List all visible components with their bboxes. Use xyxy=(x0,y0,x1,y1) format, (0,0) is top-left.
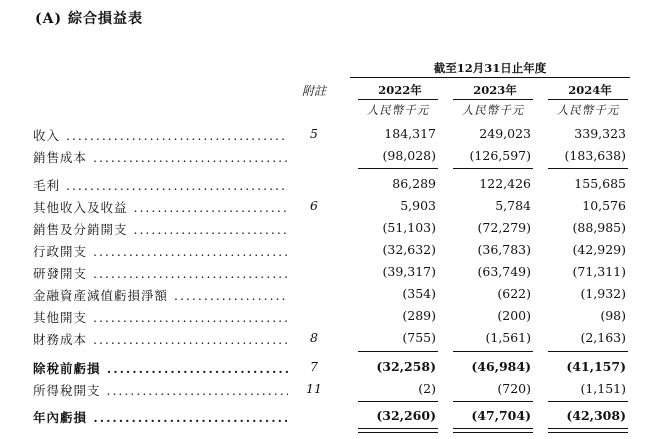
row-note: 8 xyxy=(310,330,318,345)
year-underline xyxy=(358,99,438,100)
value-2022: (32,260) xyxy=(376,408,436,423)
value-2022: (755) xyxy=(402,330,436,345)
unit-label: 人民幣千元 xyxy=(461,103,525,117)
row-label: 除稅前虧損 ..... xyxy=(33,359,288,377)
value-2022: (32,632) xyxy=(382,242,436,257)
value-2024: 10,576 xyxy=(582,198,626,213)
value-2024: (183,638) xyxy=(564,148,626,163)
subtotal-line xyxy=(358,168,438,169)
subtotal-line xyxy=(548,401,628,402)
row-label: 收入 ..... xyxy=(33,126,288,144)
total-double-line xyxy=(358,428,438,433)
table-row xyxy=(0,174,659,194)
value-2023: (126,597) xyxy=(469,148,531,163)
year-underline xyxy=(548,99,628,100)
row-note: 6 xyxy=(310,198,318,213)
value-2023: (72,279) xyxy=(477,220,531,235)
value-2022: (354) xyxy=(402,286,436,301)
table-row xyxy=(0,196,659,216)
value-2022: 86,289 xyxy=(392,176,436,191)
value-2022: 184,317 xyxy=(384,126,436,141)
table-row xyxy=(0,379,659,399)
year-header-2024: 2024年 xyxy=(568,83,612,97)
table-row xyxy=(0,406,659,426)
value-2023: (622) xyxy=(497,286,531,301)
subtotal-line xyxy=(548,168,628,169)
row-label: 行政開支 ..... xyxy=(33,242,288,260)
value-2024: 155,685 xyxy=(574,176,626,191)
subtotal-line xyxy=(453,401,533,402)
value-2024: (1,932) xyxy=(580,286,626,301)
row-label: 銷售及分銷開支 ..... xyxy=(33,220,288,238)
period-underline xyxy=(350,77,630,78)
year-underline xyxy=(453,99,533,100)
row-label: 財務成本 ..... xyxy=(33,330,288,348)
row-note: 7 xyxy=(310,359,318,374)
value-2022: (98,028) xyxy=(382,148,436,163)
unit-label: 人民幣千元 xyxy=(556,103,620,117)
value-2024: (71,311) xyxy=(572,264,626,279)
subtotal-line xyxy=(453,351,533,352)
table-row xyxy=(0,306,659,326)
value-2023: 122,426 xyxy=(479,176,531,191)
note-column-header: 附註 xyxy=(301,84,326,98)
period-header: 截至12月31日止年度 xyxy=(433,61,547,75)
row-note: 11 xyxy=(306,381,322,396)
row-label: 毛利 ..... xyxy=(33,176,288,194)
value-2023: (200) xyxy=(497,308,531,323)
row-label: 所得稅開支 ..... xyxy=(33,381,288,399)
value-2023: 5,784 xyxy=(495,198,531,213)
table-row xyxy=(0,124,659,144)
value-2024: (42,929) xyxy=(572,242,626,257)
table-row xyxy=(0,262,659,282)
value-2023: (36,783) xyxy=(477,242,531,257)
table-row xyxy=(0,284,659,304)
statement-title: (A) 綜合損益表 xyxy=(35,11,143,27)
value-2024: (42,308) xyxy=(566,408,626,423)
value-2022: (289) xyxy=(402,308,436,323)
value-2024: (41,157) xyxy=(566,359,626,374)
row-label: 其他收入及收益 ..... xyxy=(33,198,288,216)
value-2024: 339,323 xyxy=(574,126,626,141)
value-2023: (1,561) xyxy=(485,330,531,345)
row-label: 銷售成本 ..... xyxy=(33,148,288,166)
value-2022: (51,103) xyxy=(382,220,436,235)
table-row xyxy=(0,328,659,348)
value-2023: (720) xyxy=(497,381,531,396)
year-header-2023: 2023年 xyxy=(473,83,517,97)
value-2024: (1,151) xyxy=(580,381,626,396)
subtotal-line xyxy=(453,168,533,169)
value-2024: (98) xyxy=(600,308,626,323)
row-label: 金融資產減值虧損淨額 ..... xyxy=(33,286,288,304)
subtotal-line xyxy=(358,401,438,402)
value-2022: (32,258) xyxy=(376,359,436,374)
table-row xyxy=(0,240,659,260)
value-2024: (2,163) xyxy=(580,330,626,345)
row-label: 研發開支 ..... xyxy=(33,264,288,282)
subtotal-line xyxy=(358,351,438,352)
total-double-line xyxy=(548,428,628,433)
value-2023: (63,749) xyxy=(477,264,531,279)
value-2023: (47,704) xyxy=(471,408,531,423)
table-row xyxy=(0,218,659,238)
value-2022: 5,903 xyxy=(400,198,436,213)
unit-label: 人民幣千元 xyxy=(366,103,430,117)
total-double-line xyxy=(453,428,533,433)
subtotal-line xyxy=(548,351,628,352)
value-2023: (46,984) xyxy=(471,359,531,374)
value-2022: (2) xyxy=(418,381,436,396)
row-note: 5 xyxy=(310,126,318,141)
value-2023: 249,023 xyxy=(479,126,531,141)
value-2024: (88,985) xyxy=(572,220,626,235)
table-row xyxy=(0,357,659,377)
table-row xyxy=(0,146,659,166)
value-2022: (39,317) xyxy=(382,264,436,279)
row-label: 年內虧損 ..... xyxy=(33,408,288,426)
year-header-2022: 2022年 xyxy=(378,83,422,97)
row-label: 其他開支 ..... xyxy=(33,308,288,326)
